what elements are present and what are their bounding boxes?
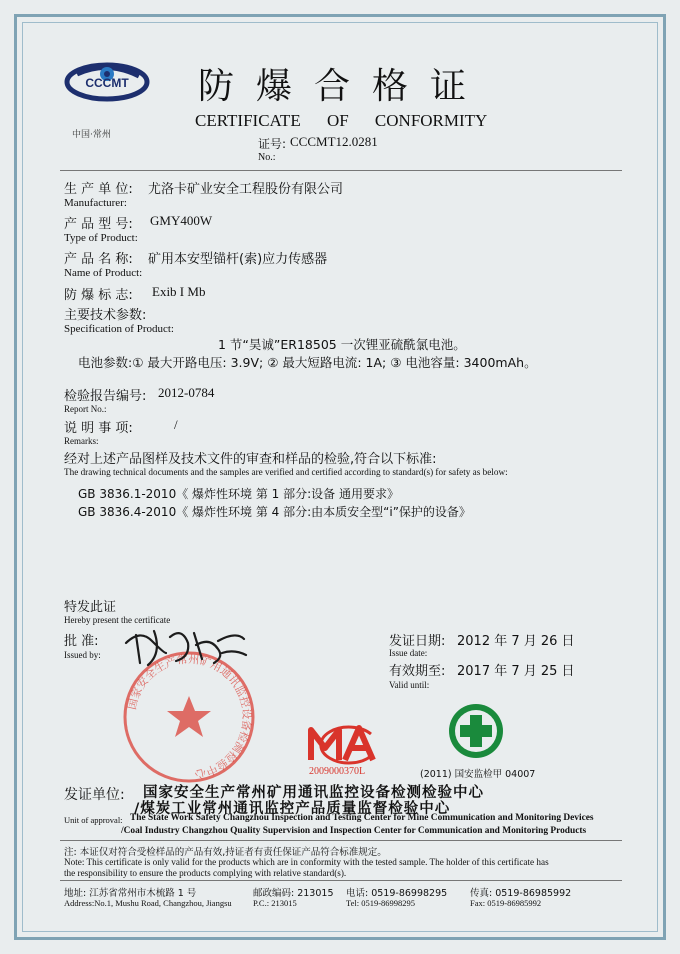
approval-line-2: /煤炭工业常州通讯监控产品质量监督检验中心 [134,801,451,817]
seal-text: 国家安全生产常州矿用通讯监控设备检测检验中心 [125,652,254,781]
product-name-label-en: Name of Product: [64,267,143,279]
cert-no-value: CCCMT12.0281 [290,134,378,149]
note-en-line-1: Note: This certificate is only valid for the products which are in conformity with the tested sample. The holder of this certificate has [64,857,549,867]
cert-no-label: 证号: [258,137,287,151]
footer-divider [60,880,622,881]
title-english: CERTIFICATE OF CONFORMITY [195,111,488,130]
standards-intro-en: The drawing technical documents and the samples are verified and certified according to standard(s) for safety as below: [64,467,508,477]
cccmt-logo [55,52,165,127]
issue-date-label-en: Issue date: [389,648,428,658]
issued-by-label: 批 准: [64,634,99,649]
approval-label: 发证单位: [64,787,125,803]
valid-until-value: 2017 年 7 月 25 日 [457,664,575,679]
valid-until-label: 有效期至: [389,664,446,679]
issue-date-value: 2012 年 7 月 26 日 [457,634,575,649]
spec-line-2: 电池参数:① 最大开路电压: 3.9V; ② 最大短路电流: 1A; ③ 电池容量: 3400mAh。 [78,355,537,370]
manufacturer-label: 生 产 单 位: [64,182,133,197]
product-name-label: 产 品 名 称: [64,252,133,267]
address-cn: 地址: 江苏省常州市木梳路 1 号 [64,888,197,899]
note-en-line-2: the responsibility to ensure the products complying with relative standard(s). [64,868,347,878]
issued-by-label-en: Issued by: [64,650,101,660]
standards-intro: 经对上述产品图样及技术文件的审查和样品的检验,符合以下标准: [64,452,437,467]
signature [118,623,253,671]
present-label-en: Hereby present the certificate [64,615,171,625]
spec-label-en: Specification of Product: [64,323,174,335]
product-type-label: 产 品 型 号: [64,217,133,232]
standard-item-2: GB 3836.4-2010《 爆炸性环境 第 4 部分:由本质安全型“i”保护的设备》 [78,505,471,519]
note-divider [60,840,622,841]
cert-no-label-en: No.: [258,152,276,163]
cma-number: 2009000370L [309,766,366,777]
ex-mark-label: 防 爆 标 志: [64,288,133,303]
fax-cn: 传真: 0519-86985992 [470,888,572,899]
title-chinese: 防爆合格证 [198,66,489,107]
standard-item-1: GB 3836.1-2010《 爆炸性环境 第 1 部分:设备 通用要求》 [78,487,399,501]
tel-en: Tel: 0519-86998295 [346,898,416,908]
product-type-value: GMY400W [150,213,213,228]
cma-mark [307,722,379,766]
note-cn: 注: 本证仅对符合受检样品的产品有效,持证者有责任保证产品符合标准规定。 [64,847,387,858]
remarks-label: 说 明 事 项: [64,421,133,436]
approval-line-2-en: /Coal Industry Changzhou Quality Supervision and Inspection Center for Communication and Monitoring Products [121,826,587,836]
postcode-en: P.C.: 213015 [253,898,297,908]
approval-label-en: Unit of approval: [64,815,123,825]
manufacturer-label-en: Manufacturer: [64,197,127,209]
approval-line-1: 国家安全生产常州矿用通讯监控设备检测检验中心 [143,785,484,801]
postcode-cn: 邮政编码: 213015 [253,888,334,899]
present-label: 特发此证 [64,600,117,615]
fax-en: Fax: 0519-86985992 [470,898,542,908]
ex-mark-value: Exib I Mb [152,284,206,299]
spec-line-1: 1 节“昊诚”ER18505 一次锂亚硫酰氯电池。 [218,337,466,352]
report-label: 检验报告编号: [64,389,147,404]
valid-until-label-en: Valid until: [389,680,430,690]
product-name-value: 矿用本安型锚杆(索)应力传感器 [148,252,328,267]
report-value: 2012-0784 [158,385,215,400]
safety-cross-icon [447,702,505,760]
tel-cn: 电话: 0519-86998295 [346,888,448,899]
spec-label: 主要技术参数: [64,308,147,323]
report-label-en: Report No.: [64,404,107,414]
top-divider [60,170,622,171]
approval-line-1-en: The State Work Safety Changzhou Inspection and Testing Center for Mine Communication and Monitoring Devices [130,813,594,823]
remarks-label-en: Remarks: [64,436,99,446]
address-en: Address:No.1, Mushu Road, Changzhou, Jiangsu [64,898,232,908]
logo-text: CCCMT [85,76,129,90]
product-type-label-en: Type of Product: [64,232,138,244]
issue-date-label: 发证日期: [389,634,446,649]
logo-place: 中国·常州 [72,130,111,140]
safety-number: (2011) 国安监检甲 04007 [420,769,536,780]
remarks-value: / [174,417,178,432]
manufacturer-value: 尤洛卡矿业安全工程股份有限公司 [148,182,344,197]
